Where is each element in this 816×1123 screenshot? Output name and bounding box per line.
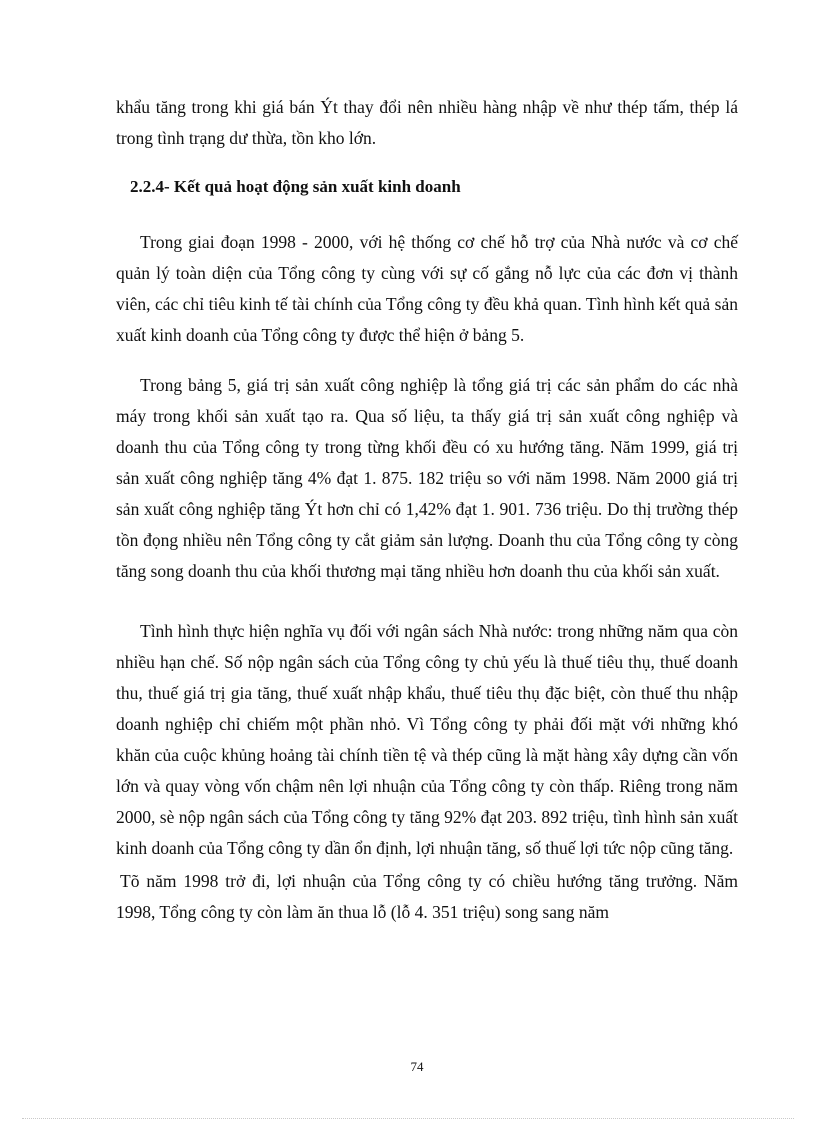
paragraph-3: Tình hình thực hiện nghĩa vụ đối với ngân sách Nhà nước: trong những năm qua còn nhiều hạn chế. Số nộp ngân sách của Tổng công ty chủ yếu là thuế tiêu thụ, thuế doanh thu, thuế giá trị gia tăng, thuế xuất nhập khẩu, thuế tiêu thụ đặc biệt, còn thuế thu nhập doanh nghiệp chỉ chiếm một phần nhỏ. Vì Tổng công ty phải đối mặt với những khó khăn của cuộc khủng hoảng tài chính tiền tệ và thép cũng là mặt hàng xây dựng cần vốn lớn và quay vòng vốn chậm nên lợi nhuận của Tổng công ty còn thấp. Riêng trong năm 2000, sè nộp ngân sách của Tổng công ty tăng 92% đạt 203. 892 triệu, tình hình sản xuất kinh doanh của Tổng công ty dần ổn định, lợi nhuận tăng, số thuế lợi tức nộp cũng tăng. [116,621,738,858]
page-number: 74 [410,1059,424,1074]
spacer [116,587,738,616]
footer-divider [22,1118,794,1119]
paragraph-2: Trong bảng 5, giá trị sản xuất công nghiệp là tổng giá trị các sản phẩm do các nhà máy trong khối sản xuất tạo ra. Qua số liệu, ta thấy giá trị sản xuất công nghiệp và doanh thu của Tổng công ty trong từng khối đều có xu hướng tăng. Năm 1999, giá trị sản xuất công nghiệp tăng 4% đạt 1. 875. 182 triệu so với năm 1998. Năm 2000 giá trị sản xuất công nghiệp tăng Ýt hơn chỉ có 1,42% đạt 1. 901. 736 triệu. Do thị trường thép tồn đọng nhiều nên Tổng công ty cắt giảm sản lượng. Doanh thu của Tổng công ty còng tăng song doanh thu của khối thương mại tăng nhiều hơn doanh thu của khối sản xuất. [116,375,738,581]
section-heading: 2.2.4- Kết quả hoạt động sản xuất kinh doanh [130,177,461,196]
page-content [116,92,738,928]
paragraph-4: Tõ năm 1998 trở đi, lợi nhuận của Tổng công ty có chiều hướng tăng trưởng. Năm 1998, Tổng công ty còn làm ăn thua lỗ (lỗ 4. 351 triệu) song sang năm [116,871,738,922]
paragraph-1: Trong giai đoạn 1998 - 2000, với hệ thống cơ chế hỗ trợ của Nhà nước và cơ chế quản lý toàn diện của Tổng công ty cùng với sự cố gắng nỗ lực của các đơn vị thành viên, các chỉ tiêu kinh tế tài chính của Tổng công ty đều khả quan. Tình hình kết quả sản xuất kinh doanh của Tổng công ty được thể hiện ở bảng 5. [116,232,738,345]
spacer [116,202,738,227]
spacer [116,154,738,171]
spacer [116,351,738,370]
continued-paragraph: khẩu tăng trong khi giá bán Ýt thay đổi nên nhiều hàng nhập về như thép tấm, thép lá trong tình trạng dư thừa, tồn kho lớn. [116,97,738,148]
